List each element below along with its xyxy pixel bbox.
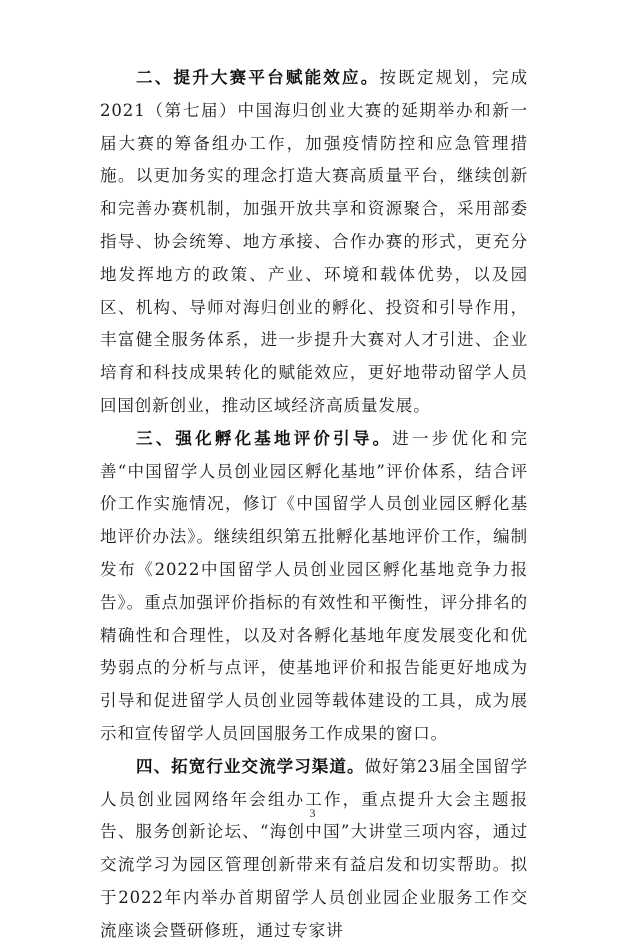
paragraph-section-4	[100, 751, 528, 948]
section-3-heading: 三、强化孵化基地评价引导。	[136, 428, 393, 448]
section-4-body: 做好第23届全国留学人员创业园网络年会组办工作，重点提升大会主题报告、服务创新论坛、“海创中国”大讲堂三项内容，通过交流学习为园区管理创新带来有益启发和切实帮助。拟于2022年内举办首期留学人员创业园企业服务工作交流座谈会暨研修班，通过专家讲	[100, 756, 529, 940]
paragraph-section-3	[100, 423, 528, 751]
section-4-heading: 四、拓宽行业交流学习渠道。	[136, 756, 365, 776]
paragraph-section-2	[100, 62, 528, 423]
section-2-body: 按既定规划，完成2021（第七届）中国海归创业大赛的延期举办和新一届大赛的筹备组办工作，加强疫情防控和应急管理措施。以更加务实的理念打造大赛高质量平台，继续创新和完善办赛机制，加强开放共享和资源聚合，采用部委指导、协会统筹、地方承接、合作办赛的形式，更充分地发挥地方的政策、产业、环境和载体优势，以及园区、机构、导师对海归创业的孵化、投资和引导作用，丰富健全服务体系，进一步提升大赛对人才引进、企业培育和科技成果转化的赋能效应，更好地带动留学人员回国创新创业，推动区域经济高质量发展。	[100, 68, 529, 415]
page-number: 3	[309, 806, 316, 820]
section-3-body: 进一步优化和完善“中国留学人员创业园区孵化基地”评价体系，结合评价工作实施情况，修订《中国留学人员创业园区孵化基地评价办法》。继续组织第五批孵化基地评价工作，编制发布《2022中国留学人员创业园区孵化基地竞争力报告》。重点加强评价指标的有效性和平衡性，评分排名的精确性和合理性，以及对各孵化基地年度发展变化和优势弱点的分析与点评，使基地评价和报告能更好地成为引导和促进留学人员创业园等载体建设的工具，成为展示和宣传留学人员回国服务工作成果的窗口。	[100, 428, 528, 743]
section-2-heading: 二、提升大赛平台赋能效应。	[136, 68, 380, 87]
